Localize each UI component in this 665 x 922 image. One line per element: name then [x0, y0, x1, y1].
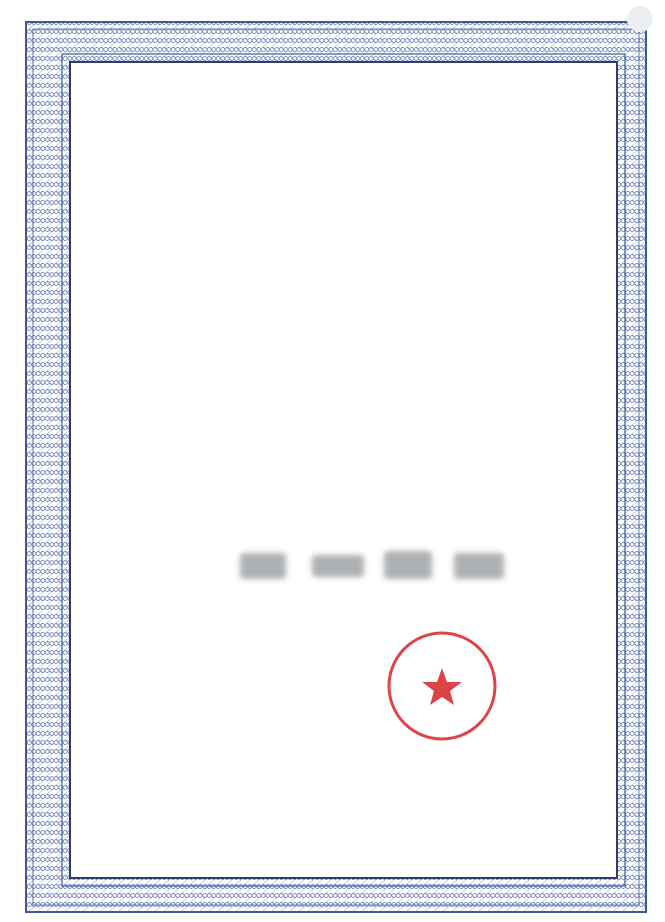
close-icon[interactable]	[627, 6, 653, 32]
redacted-contributors	[240, 547, 510, 583]
qr-code-right	[188, 722, 248, 782]
qr-code-left	[107, 722, 167, 782]
official-seal	[386, 630, 498, 742]
